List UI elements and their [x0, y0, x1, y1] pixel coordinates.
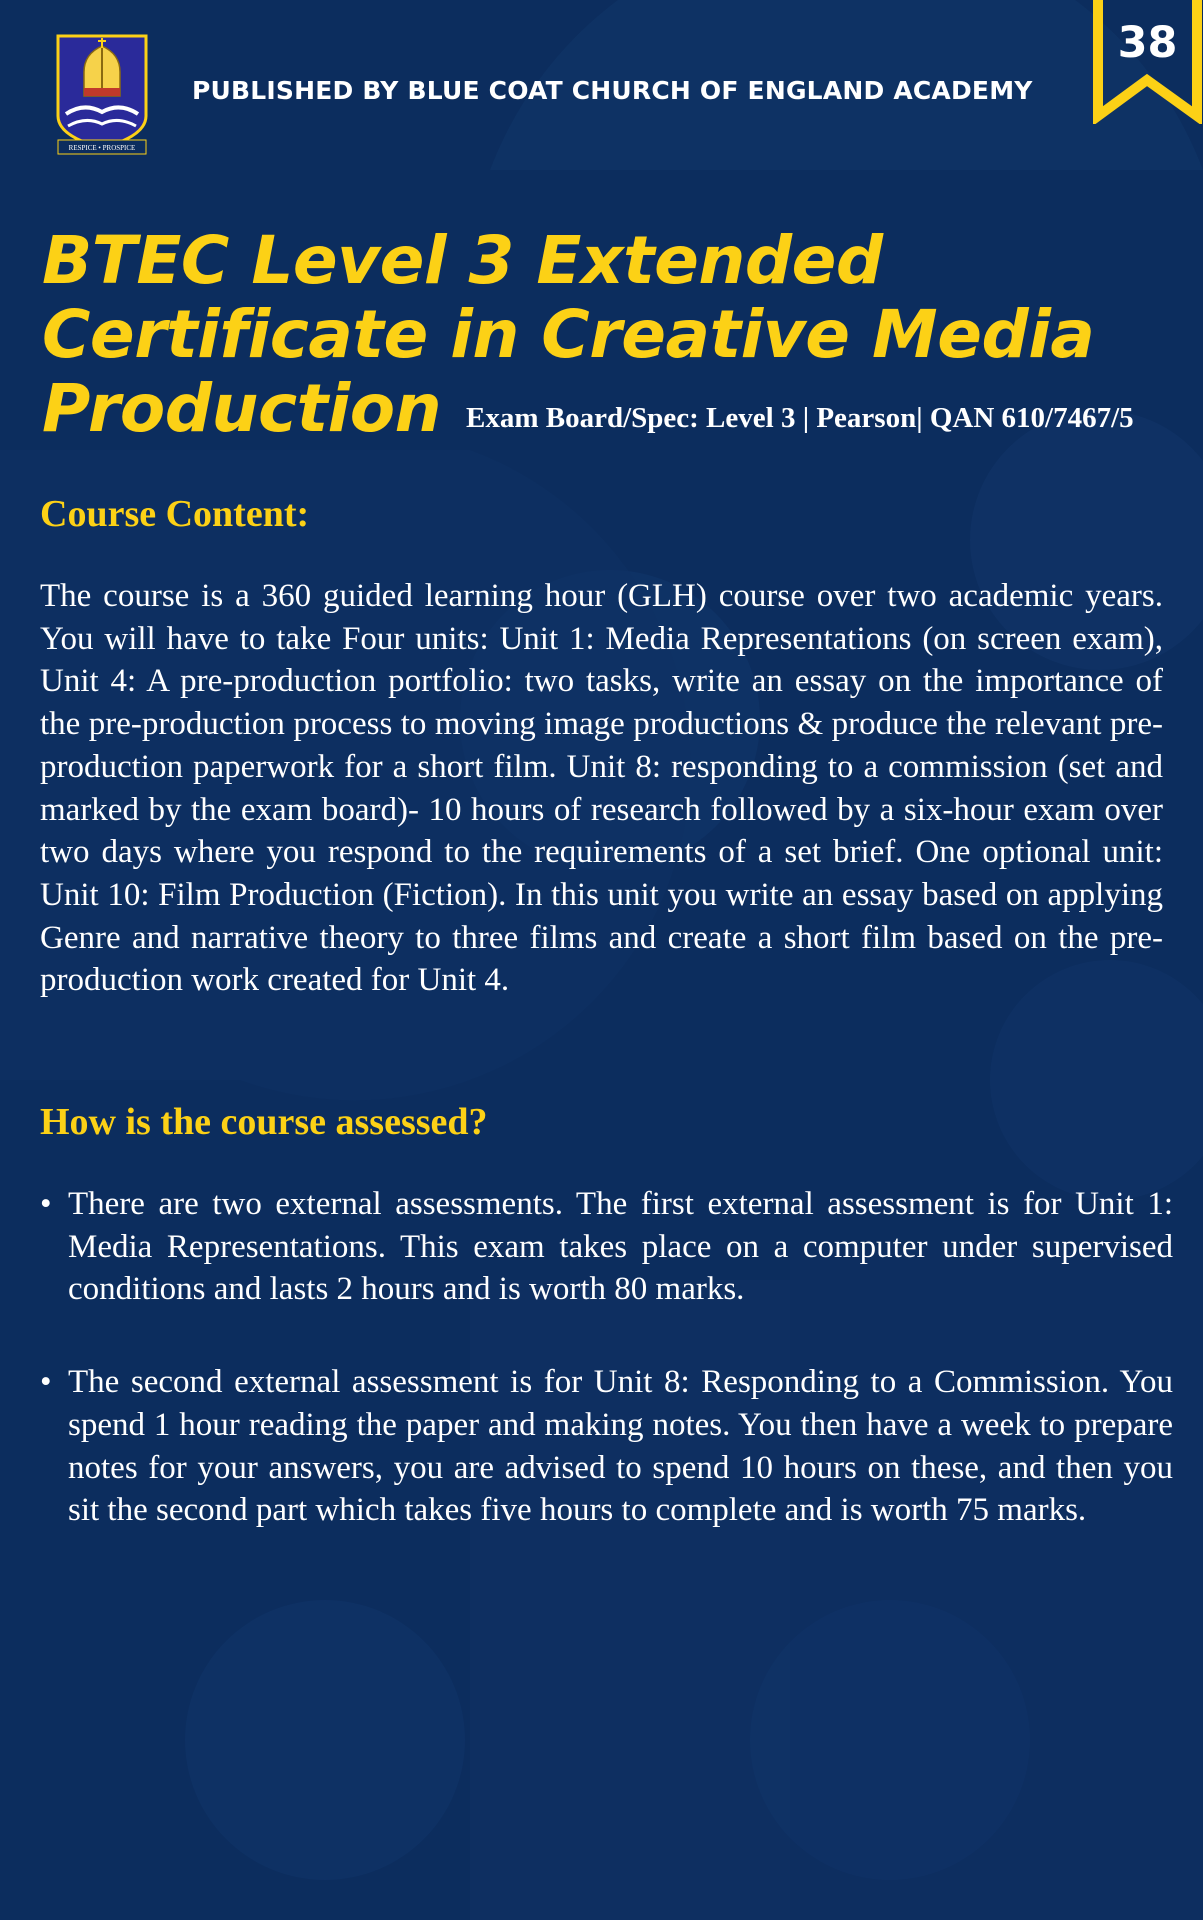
crest-motto: RESPICE • PROSPICE [68, 144, 136, 152]
assessment-heading: How is the course assessed? [40, 1101, 488, 1143]
page-number: 38 [1117, 18, 1178, 68]
bullet-icon: • [40, 1186, 52, 1222]
course-content-heading: Course Content: [40, 493, 310, 535]
course-content-body: The course is a 360 guided learning hour (GLH) course over two academic years. You will have to take Four units: Unit 1: Media Representations (on screen exam), Unit 4: A pre-production portfolio: two tasks, write an essay on the importance of the pre-production process to moving image productions & produce the relevant pre-production paperwork for a short film. Unit 8: responding to a commission (set and marked by the exam board)- 10 hours of research followed by a six-hour exam over two days where you respond to the requirements of a set brief. One optional unit: Unit 10: Film Production (Fiction). In this unit you write an essay based on applying Genre and narrative theory to three films and create a short film based on the pre-production work created for Unit 4. [40, 578, 1163, 999]
assessment-item-text: The second external assessment is for Unit 8: Responding to a Commission. You spend 1 hour reading the paper and making notes. You then have a week to prepare notes for your answers, you are advised to spend 10 hours on these, and then you sit the second part which takes five hours to complete and is worth 75 marks. [68, 1364, 1173, 1529]
title-line-2: Certificate in Creative Media [42, 296, 1095, 373]
school-crest-logo [54, 32, 150, 156]
publisher-line: PUBLISHED BY BLUE COAT CHURCH OF ENGLAND ACADEMY [192, 76, 1033, 105]
assessment-list [40, 1183, 1173, 1532]
exam-board-spec: Exam Board/Spec: Level 3 | Pearson| QAN 610/7467/5 [466, 402, 1134, 434]
assessment-item-2 [40, 1361, 1173, 1532]
title-line-1: BTEC Level 3 Extended [42, 222, 883, 299]
title-line-3: Production [42, 370, 442, 447]
assessment-item-1 [40, 1183, 1173, 1311]
bullet-icon: • [40, 1364, 52, 1401]
assessment-item-text: There are two external assessments. The first external assessment is for Unit 1: Media Representations. This exam takes place on a computer under supervised conditions and lasts 2 hours and is worth 80 marks. [68, 1186, 1173, 1308]
